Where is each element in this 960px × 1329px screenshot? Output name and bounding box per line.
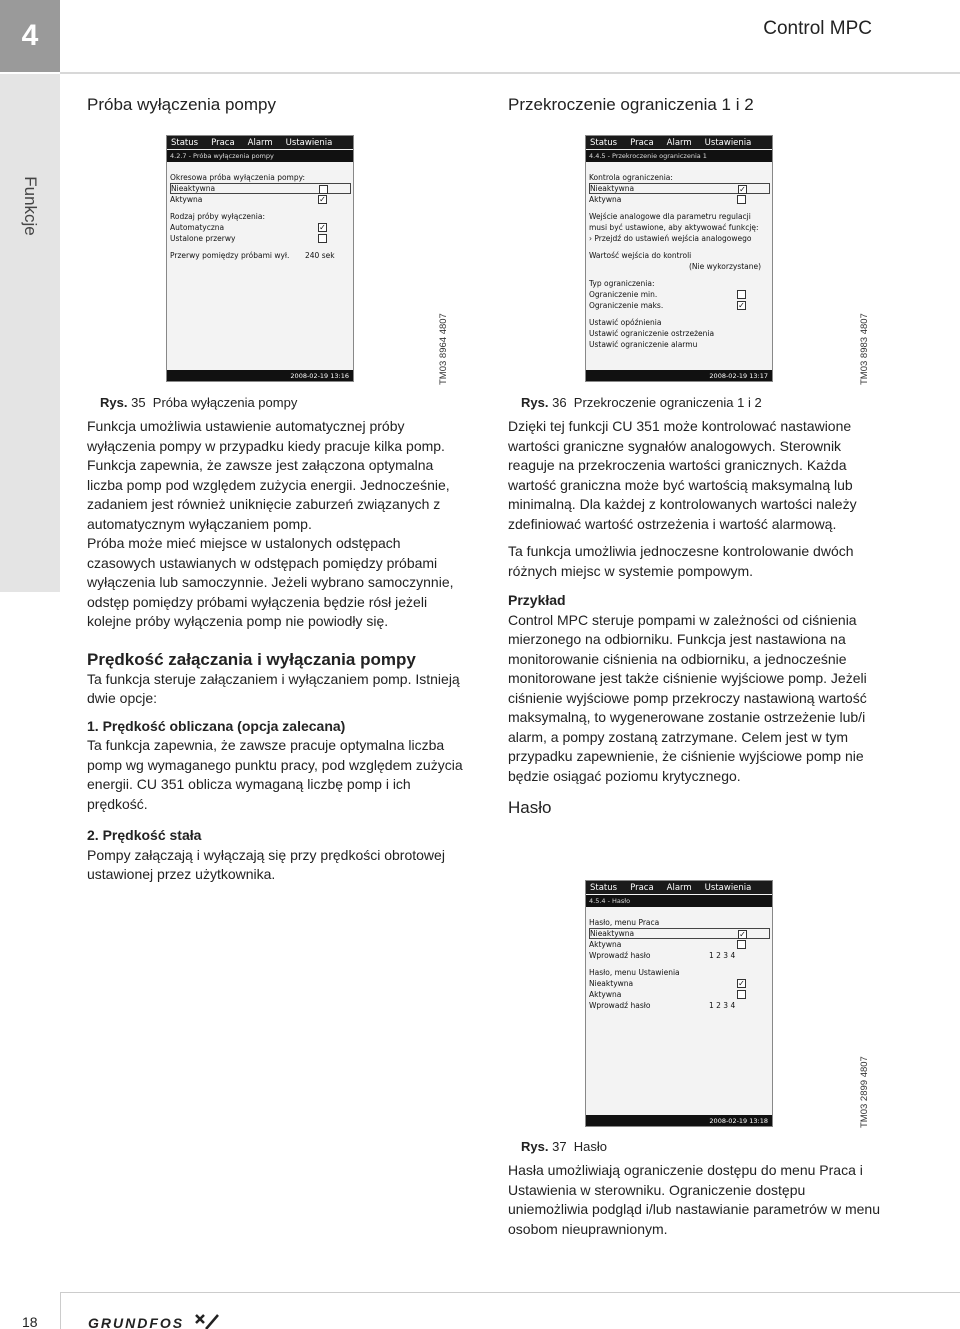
lcd-link-analog: › Przejdź do ustawień wejścia analogowego xyxy=(589,234,752,243)
lcd-enter-password: Wprowadź hasło 1 2 3 4 xyxy=(589,1001,736,1010)
page-header-title: Control MPC xyxy=(763,18,872,39)
paragraph: Próba może mieć miejsce w ustalonych odstępach czasowych ustawianych w odstępach pomiędzy próbami wyłączenia lub samoczynnie. Jeżeli wybrano samoczynnie, odstęp pomiędzy próbami wyłączenia będzie rósł jeżeli kolejne próby wyłączenia pomp nie powiodły się. xyxy=(87,535,454,629)
lcd-datetime: 2008-02-19 13:16 xyxy=(167,370,353,381)
checkbox-checked-icon: ✓ xyxy=(739,930,746,939)
lcd-enter-password: Wprowadź hasło 1 2 3 4 xyxy=(589,951,736,960)
checkbox-icon xyxy=(737,290,746,299)
right-text-2 xyxy=(508,1139,886,1239)
lcd-menu-status: Status xyxy=(171,138,199,148)
checkbox-icon xyxy=(319,185,328,194)
grundfos-x-icon xyxy=(194,1313,220,1329)
lcd-menubar xyxy=(586,136,772,149)
paragraph: Ta funkcja zapewnia, że zawsze pracuje optymalna liczba pomp wg wymaganego punktu pracy, pod względem zużycia energii. CU 351 oblicza wymaganą liczbę pomp i ich prędkość. xyxy=(87,737,463,812)
lcd-menubar xyxy=(586,881,772,894)
figure-caption: Rys. 37 Hasło xyxy=(521,1139,608,1154)
paragraph: Funkcja umożliwia ustawienie automatycznej próby wyłączenia pompy w przypadku kiedy pracuje kilka pomp. Funkcja zapewnia, że zawsze jest załączona optymalna liczba pomp pod względem zużycia energii. Jednocześnie, zadaniem jest również uniknięcie zaburzeń związanych z automatycznym wyłączaniem pomp. xyxy=(87,418,450,532)
checkbox-icon xyxy=(737,195,746,204)
lcd-screen-limit xyxy=(585,135,773,382)
lcd-breadcrumb: 4.2.7 - Próba wyłączenia pompy xyxy=(167,150,353,162)
header-bar xyxy=(60,0,960,72)
footer-divider xyxy=(60,1292,960,1293)
lcd-option-fixed: Ustalone przerwy xyxy=(170,233,351,244)
lcd-menu-status: Status xyxy=(590,138,618,148)
lcd-menu-alarm: Alarm xyxy=(247,138,273,148)
section-title-speed: Prędkość załączania i wyłączania pompy xyxy=(87,649,416,669)
lcd-menu-alarm: Alarm xyxy=(666,138,692,148)
right-text xyxy=(508,395,886,818)
paragraph: Hasła umożliwiają ograniczenie dostępu do menu Praca i Ustawienia w sterowniku. Ograniczenie dostępu uniemożliwia podgląd i/lub nastawianie parametrów w menu osobom nieuprawnionym. xyxy=(508,1162,880,1237)
left-text xyxy=(87,395,465,885)
lcd-breadcrumb: 4.5.4 - Hasło xyxy=(586,895,772,907)
header-divider xyxy=(60,72,960,74)
lcd-option-min: Ograniczenie min. xyxy=(589,289,770,300)
checkbox-checked-icon: ✓ xyxy=(319,195,326,204)
checkbox-checked-icon: ✓ xyxy=(738,979,745,988)
paragraph: Dzięki tej funkcji CU 351 może kontrolować nastawione wartości graniczne sygnałów analogowych. Sterownik reaguje na przekroczenia wartości granicznych. Każda wartość graniczna może być wartością maksymalną lub minimalną. Dla każdej z kontrolowanych wartości należy zdefiniować wartość ostrzeżenia i wartość alarmową. xyxy=(508,418,857,532)
side-tab-label: Funkcje xyxy=(21,176,40,236)
lcd-note: musi być ustawione, aby aktywować funkcję: xyxy=(589,223,759,232)
option-title: 1. Prędkość obliczana (opcja zalecana) xyxy=(87,717,346,734)
lcd-menu-praca: Praca xyxy=(630,883,654,893)
side-tab xyxy=(0,74,60,592)
lcd-set-warning: Ustawić ograniczenie ostrzeżenia xyxy=(589,329,715,338)
lcd-screen-password xyxy=(585,880,773,1127)
example-title: Przykład xyxy=(508,592,566,608)
chapter-number-text: 4 xyxy=(21,19,39,52)
left-section-title-wrap xyxy=(87,95,465,115)
lcd-menu-settings: Ustawienia xyxy=(285,138,333,148)
lcd-heading: Kontrola ograniczenia: xyxy=(589,173,673,182)
figure-caption: Rys. 35 Próba wyłączenia pompy xyxy=(100,395,298,410)
checkbox-icon xyxy=(737,990,746,999)
lcd-heading: Hasło, menu Ustawienia xyxy=(589,968,680,977)
checkbox-checked-icon: ✓ xyxy=(739,185,746,194)
footer-divider-vertical xyxy=(60,1292,61,1329)
chapter-number xyxy=(0,0,60,72)
lcd-option-active: Aktywna ✓ xyxy=(170,195,326,204)
lcd-menu-praca: Praca xyxy=(211,138,235,148)
lcd-datetime: 2008-02-19 13:17 xyxy=(586,370,772,381)
lcd-datetime: 2008-02-19 13:18 xyxy=(586,1115,772,1126)
paragraph: Control MPC steruje pompami w zależności od ciśnienia mierzonego na odbiorniku. Funkcja jest nastawiona na monitorowanie ciśnienia na odbiorniku, a jednocześnie monitorowane jest także ciśnienie wyjściowe pomp. Jeżeli ciśnienie wyjściowe pomp przekroczy nastawioną wartość maksymalną, to wygenerowane zostanie ostrzeżenie lub/i alarm, a pompy zostaną zatrzymane. Celem jest w tym przypadku zapewnienie, że ciśnienie wyjściowe pomp nie będzie osiągać poziomu krytycznego. xyxy=(508,611,867,784)
paragraph: Pompy załączają i wyłączają się przy prędkości obrotowej ustawionej przez użytkownika. xyxy=(87,846,445,882)
option-title: 2. Prędkość stała xyxy=(87,827,202,843)
lcd-heading: Hasło, menu Praca xyxy=(589,918,660,927)
lcd-heading-type: Typ ograniczenia: xyxy=(589,279,655,288)
section-title-pump-test: Próba wyłączenia pompy xyxy=(87,95,276,114)
lcd-heading: Okresowa próba wyłączenia pompy: xyxy=(170,173,306,182)
lcd-option-inactive: Nieaktywna ✓ xyxy=(589,183,770,194)
section-title-password: Hasło xyxy=(508,798,552,817)
lcd-ctrl-label: Wartość wejścia do kontroli xyxy=(589,251,692,260)
checkbox-icon xyxy=(318,234,327,243)
lcd-set-delay: Ustawić opóźnienia xyxy=(589,318,662,327)
lcd-ctrl-value: (Nie wykorzystane) xyxy=(689,262,762,271)
checkbox-checked-icon: ✓ xyxy=(738,301,745,310)
lcd-heading-type: Rodzaj próby wyłączenia: xyxy=(170,212,266,221)
grundfos-logo: GRUNDFOS xyxy=(88,1313,220,1329)
lcd-option-active: Aktywna xyxy=(589,194,770,205)
lcd-menubar xyxy=(167,136,353,149)
lcd-option-active: Aktywna xyxy=(589,989,770,1000)
lcd-interval-row: Przerwy pomiędzy próbami wył. 240 sek xyxy=(170,251,335,260)
figure-code: TM03 8964 4807 xyxy=(438,313,449,385)
figure-code: TM03 8983 4807 xyxy=(859,313,870,385)
lcd-menu-status: Status xyxy=(590,883,618,893)
figure-code: TM03 2899 4807 xyxy=(859,1056,870,1128)
figure-caption: Rys. 36 Przekroczenie ograniczenia 1 i 2 xyxy=(521,395,762,410)
paragraph: Ta funkcja umożliwia jednoczesne kontrolowanie dwóch różnych miejsc w systemie pompowym. xyxy=(508,543,854,579)
lcd-menu-alarm: Alarm xyxy=(666,883,692,893)
lcd-option-active: Aktywna xyxy=(589,939,770,950)
lcd-note: Wejście analogowe dla parametru regulacji xyxy=(589,212,751,221)
page-number: 18 xyxy=(22,1314,38,1329)
right-section-title-wrap xyxy=(508,95,886,115)
paragraph: Ta funkcja steruje załączaniem i wyłączaniem pomp. Istnieją dwie opcje: xyxy=(87,670,460,706)
lcd-option-max: Ograniczenie maks. ✓ xyxy=(589,301,745,310)
lcd-breadcrumb: 4.4.5 - Przekroczenie ograniczenia 1 xyxy=(586,150,772,162)
checkbox-checked-icon: ✓ xyxy=(319,223,326,232)
lcd-menu-settings: Ustawienia xyxy=(704,883,752,893)
lcd-set-alarm: Ustawić ograniczenie alarmu xyxy=(589,340,698,349)
lcd-option-inactive: Nieaktywna xyxy=(170,183,351,194)
lcd-option-inactive: Nieaktywna ✓ xyxy=(589,928,770,939)
lcd-option-inactive: Nieaktywna ✓ xyxy=(589,979,745,988)
lcd-menu-settings: Ustawienia xyxy=(704,138,752,148)
checkbox-icon xyxy=(737,940,746,949)
lcd-screen-pump-test xyxy=(166,135,354,382)
lcd-menu-praca: Praca xyxy=(630,138,654,148)
section-title-limit: Przekroczenie ograniczenia 1 i 2 xyxy=(508,95,754,114)
lcd-option-auto: Automatyczna ✓ xyxy=(170,223,326,232)
